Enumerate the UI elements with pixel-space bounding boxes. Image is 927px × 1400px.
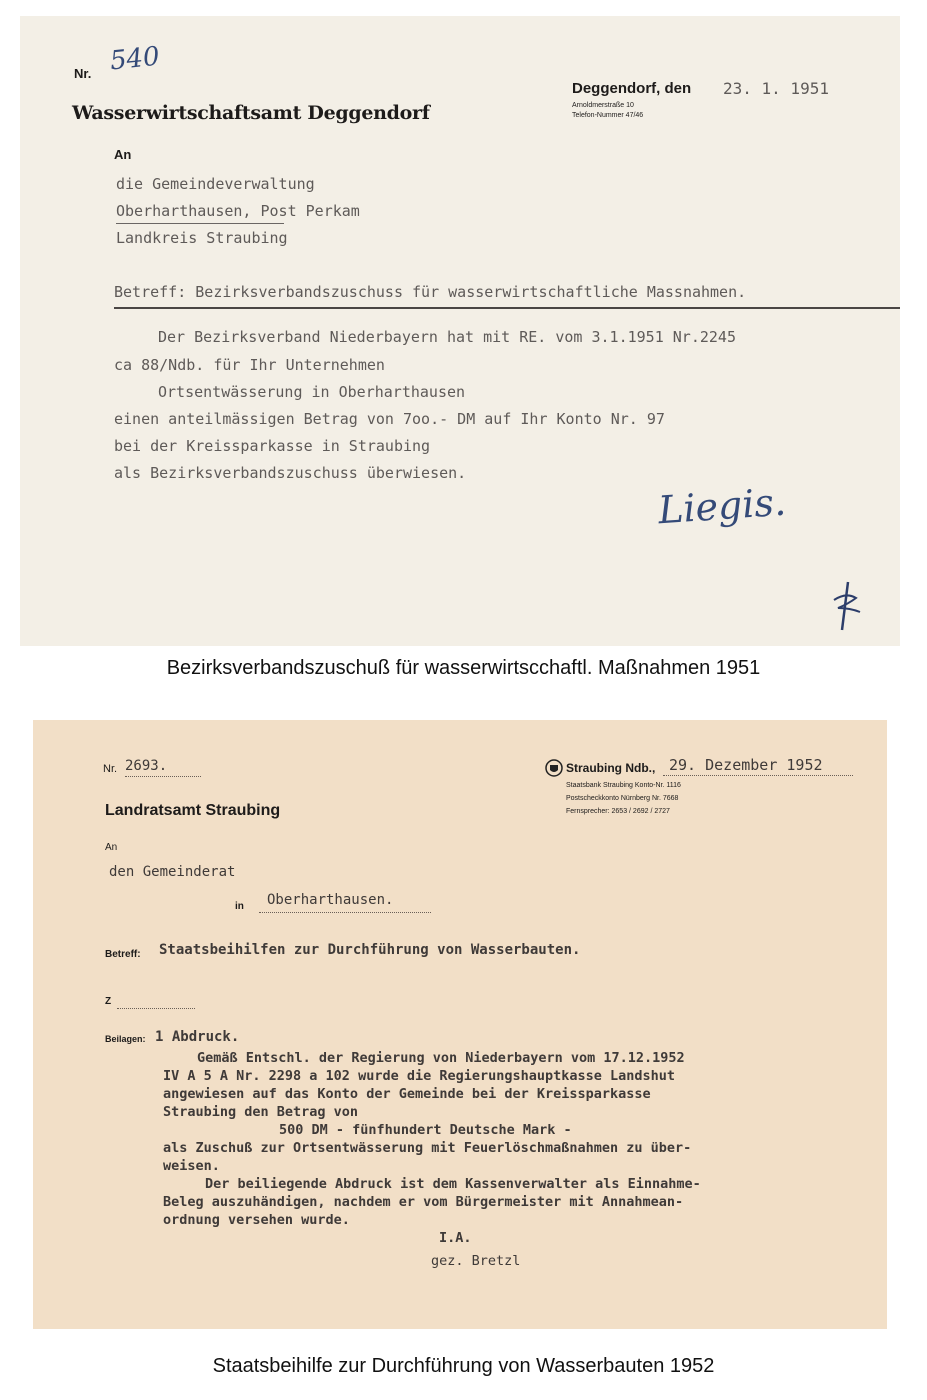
body-line: bei der Kreissparkasse in Straubing [114,437,431,455]
body-line: weisen. [163,1158,220,1174]
nr-value: 540 [108,41,162,77]
info-line: Staatsbank Straubing Konto-Nr. 1116 [566,782,681,789]
info-line: Fernsprecher: 2653 / 2692 / 2727 [566,808,670,815]
coat-of-arms-icon [545,759,563,777]
nr-dotline [125,776,201,777]
date-dotline [663,775,853,776]
betreff-label: Betreff: [105,949,141,960]
signed-name: gez. Bretzl [431,1253,521,1269]
underline-town [116,223,284,224]
letter-1952 [33,720,887,1329]
z-label: Z [105,996,112,1007]
caption-1952: Staatsbeihilfe zur Durchführung von Wasserbauten 1952 [212,1355,715,1377]
nr-value: 2693. [125,758,168,774]
recipient-line: Landkreis Straubing [116,229,288,247]
subject-rule [114,307,900,309]
recipient-line: die Gemeindeverwaltung [116,175,315,193]
letter-1951 [20,16,900,646]
town: Oberharthausen. [267,892,394,908]
body-line: 500 DM - fünfhundert Deutsche Mark - [279,1122,572,1138]
nr-label: Nr. [74,66,92,81]
body-line: Beleg auszuhändigen, nachdem er vom Bürgermeister mit Annahmean- [163,1194,684,1210]
address-line-1: Arnoldmerstraße 10 [572,102,634,109]
sender: Wasserwirtschaftsamt Deggendorf [72,102,430,124]
body-line: IV A 5 A Nr. 2298 a 102 wurde die Regierungshauptkasse Landshut [163,1068,676,1084]
recipient-line: Oberharthausen, Post Perkam [116,202,360,220]
body-line: Straubing den Betrag von [163,1104,359,1120]
caption-1951: Bezirksverbandszuschuß für wasserwirtscchaftl. Maßnahmen 1951 [166,657,761,679]
body-line: Der beiliegende Abdruck ist dem Kassenverwalter als Einnahme- [205,1176,701,1192]
date: 29. Dezember 1952 [669,756,823,774]
body-line: als Bezirksverbandszuschuss überwiesen. [114,464,467,482]
body-line: Der Bezirksverband Niederbayern hat mit RE. vom 3.1.1951 Nr.2245 [158,328,736,346]
body-line: einen anteilmässigen Betrag von 7oo.- DM auf Ihr Konto Nr. 97 [114,410,665,428]
body-line: angewiesen auf das Konto der Gemeinde bei der Kreissparkasse [163,1086,651,1102]
body-line: als Zuschuß zur Ortsentwässerung mit Feuerlöschmaßnahmen zu über- [163,1140,692,1156]
beilagen-value: 1 Abdruck. [155,1029,240,1045]
z-dotline [117,1008,195,1009]
ia-label: I.A. [439,1230,472,1246]
place-date-label: Deggendorf, den [572,80,692,97]
body-line: ca 88/Ndb. für Ihr Unternehmen [114,356,385,374]
body-line: Ortsentwässerung in Oberharthausen [158,383,466,401]
sender: Landratsamt Straubing [105,802,281,819]
signature: Liegis. [656,479,788,533]
address-line-2: Telefon-Nummer 47/46 [572,112,644,119]
place-label: Straubing Ndb., [566,761,656,775]
subject: Staatsbeihilfen zur Durchführung von Wasserbauten. [159,942,581,958]
an-label: An [114,147,132,162]
info-line: Postscheckkonto Nürnberg Nr. 7668 [566,795,679,802]
town-dotline [259,912,431,913]
date: 23. 1. 1951 [723,79,829,98]
an-label: An [105,842,118,853]
in-label: in [235,901,244,912]
subject-line: Betreff: Bezirksverbandszuschuss für wasserwirtschaftliche Massnahmen. [114,283,747,301]
body-line: ordnung versehen wurde. [163,1212,350,1228]
beilagen-label: Beilagen: [105,1034,146,1044]
body-line: Gemäß Entschl. der Regierung von Niederbayern vom 17.12.1952 [197,1050,685,1066]
initial-mark-icon [826,578,866,634]
nr-label: Nr. [103,763,118,775]
recipient: den Gemeinderat [109,864,236,880]
